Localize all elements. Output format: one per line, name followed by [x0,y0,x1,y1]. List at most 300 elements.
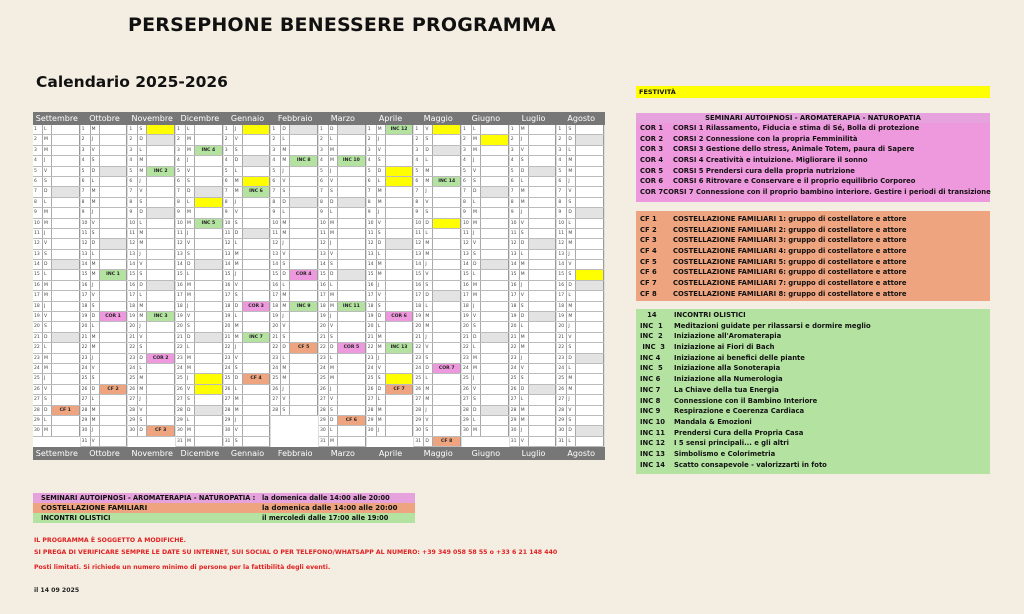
day-number: 30 [367,426,377,435]
weekday-letter: J [377,281,386,290]
day-event [386,146,414,155]
weekday-letter: V [43,385,52,394]
weekday-letter: L [234,239,243,248]
day-number: 11 [510,229,520,238]
day-event [243,343,271,352]
weekday-letter: J [424,260,433,269]
day-row [128,291,175,301]
day-number: 7 [128,187,138,196]
day-number: 6 [81,177,91,186]
day-number: 2 [367,135,377,144]
day-event [52,239,80,248]
weekday-letter: M [234,395,243,404]
legend-desc: COSTELLAZIONE FAMILIARI 6: gruppo di costellatore e attore [673,268,907,277]
day-number: 8 [33,198,43,207]
day-row [271,229,318,239]
weekday-letter: S [186,177,195,186]
day-event [576,437,604,446]
day-row [557,291,604,301]
day-event [481,416,509,425]
legend-code: CF 5 [640,257,657,266]
day-event [147,291,175,300]
day-event [100,239,128,248]
day-event [576,374,604,383]
weekday-letter: M [186,281,195,290]
weekday-letter: M [424,250,433,259]
day-row [462,374,509,384]
weekday-letter: L [424,229,433,238]
day-event [481,229,509,238]
legend-item [636,353,990,364]
day-event [433,198,461,207]
day-row [81,416,128,426]
weekday-letter: M [567,239,576,248]
day-event [290,374,318,383]
day-event [481,395,509,404]
legend-code: INC 7 [640,385,661,394]
day-number: 24 [557,364,567,373]
day-row [319,395,366,405]
day-number: 31 [414,437,424,446]
weekday-letter: D [329,343,338,352]
day-number: 27 [414,395,424,404]
weekday-letter: L [91,322,100,331]
day-event [52,354,80,363]
day-number: 27 [81,395,91,404]
day-row [81,208,128,218]
day-row [462,146,509,156]
event-cor: COR 5 [338,343,366,352]
day-row [510,177,557,187]
day-number: 3 [176,146,186,155]
legend-code: COR 7 [640,188,664,197]
day-row [176,135,223,145]
event-inc: INC 13 [386,343,414,352]
day-number: 30 [414,426,424,435]
day-row [128,281,175,291]
day-row [414,406,461,416]
day-event [52,146,80,155]
day-number: 20 [367,322,377,331]
day-number: 9 [81,208,91,217]
day-number: 21 [414,333,424,342]
day-row [557,239,604,249]
day-event [433,395,461,404]
weekday-letter: S [520,229,529,238]
day-row [414,125,461,135]
day-row [271,333,318,343]
day-number: 17 [367,291,377,300]
day-row [557,437,604,447]
weekday-letter: D [329,198,338,207]
blank [42,437,50,447]
weekday-letter: M [377,270,386,279]
day-number: 14 [414,260,424,269]
day-number: 7 [33,187,43,196]
day-row [33,343,80,353]
day-event [100,219,128,228]
day-event [529,343,557,352]
day-event [52,343,80,352]
legend-item [636,278,990,289]
weekday-letter: J [186,229,195,238]
day-number: 8 [271,198,281,207]
day-number: 13 [319,250,329,259]
day-number: 30 [176,426,186,435]
day-row [271,146,318,156]
day-event [147,374,175,383]
day-row [128,260,175,270]
day-number: 27 [462,395,472,404]
day-number: 7 [367,187,377,196]
day-row [510,270,557,280]
weekday-letter: M [377,260,386,269]
weekday-letter: J [520,354,529,363]
day-row [557,426,604,436]
weekday-letter: J [567,322,576,331]
day-number: 23 [557,354,567,363]
weekday-letter: V [377,146,386,155]
weekday-letter: M [186,219,195,228]
day-row [33,312,80,322]
weekday-letter: M [234,406,243,415]
month-column [319,125,367,447]
day-row [271,354,318,364]
event-cor: COR 2 [147,354,175,363]
day-number: 23 [33,354,43,363]
day-event [481,198,509,207]
day-event [290,291,318,300]
weekday-letter: J [234,198,243,207]
day-number: 4 [319,156,329,165]
day-number: 16 [319,281,329,290]
day-event [481,302,509,311]
note-posti: Posti limitati. Si richiede un numero minimo di persone per la fattibilità degli eventi. [34,564,331,571]
day-number: 10 [128,219,138,228]
day-row [414,239,461,249]
day-row [414,135,461,145]
weekday-letter: L [91,250,100,259]
legend-incontri [636,309,990,474]
day-row [224,135,271,145]
day-event [338,364,366,373]
day-number: 22 [176,343,186,352]
day-row [462,270,509,280]
weekday-letter: V [329,177,338,186]
day-number: 29 [462,416,472,425]
legend-item [636,166,990,177]
schedule-label: INCONTRI OLISTICI [41,514,111,522]
day-number: 5 [128,167,138,176]
day-event [576,416,604,425]
day-number: 14 [271,260,281,269]
day-event [195,167,223,176]
day-event [338,395,366,404]
day-number: 1 [271,125,281,134]
legend-item [636,214,990,225]
day-row [81,198,128,208]
day-row [557,354,604,364]
weekday-letter: J [424,333,433,342]
weekday-letter: M [472,135,481,144]
day-row [510,354,557,364]
day-event [243,167,271,176]
day-number: 21 [462,333,472,342]
weekday-letter: D [138,281,147,290]
weekday-letter: M [472,281,481,290]
legend-desc: INCONTRI OLISTICI [674,311,746,319]
day-row [367,125,414,135]
day-number: 15 [33,270,43,279]
weekday-letter: M [424,167,433,176]
day-number: 8 [414,198,424,207]
day-number: 23 [462,354,472,363]
weekday-letter: L [281,135,290,144]
day-row [176,333,223,343]
weekday-letter: S [567,125,576,134]
weekday-letter: S [138,125,147,134]
day-row [128,385,175,395]
legend-desc: Iniziazione all'Aromaterapia [674,332,782,341]
day-event [195,302,223,311]
legend-desc: COSTELLAZIONE FAMILIARI 4: gruppo di costellatore e attore [673,247,907,256]
legend-item [636,289,990,300]
day-row [510,281,557,291]
weekday-letter: L [520,250,529,259]
weekday-letter: J [377,354,386,363]
day-event [481,322,509,331]
day-number: 16 [224,281,234,290]
day-number: 26 [462,385,472,394]
weekday-letter: S [377,302,386,311]
weekday-letter: V [424,198,433,207]
weekday-letter: M [472,146,481,155]
blank [280,437,288,447]
event-inc: INC 10 [338,156,366,165]
day-event [386,302,414,311]
day-row [557,281,604,291]
day-number: 21 [176,333,186,342]
blank [384,437,414,447]
legend-desc: Iniziazione alla Sonoterapia [674,364,781,373]
weekday-letter: J [472,229,481,238]
day-number: 5 [510,167,520,176]
day-number: 19 [176,312,186,321]
day-row [128,156,175,166]
day-number: 22 [414,343,424,352]
day-number: 15 [557,270,567,279]
legend-desc: COSTELLAZIONE FAMILIARI 1: gruppo di costellatore e attore [673,215,907,223]
day-number: 28 [128,406,138,415]
day-number: 30 [557,426,567,435]
day-event [243,250,271,259]
day-row [367,281,414,291]
day-number: 21 [319,333,329,342]
day-row [414,270,461,280]
weekday-letter: D [281,343,290,352]
day-number: 18 [367,302,377,311]
weekday-letter: J [567,395,576,404]
day-number: 26 [367,385,377,394]
event-inc: INC 14 [433,177,461,186]
schedule-label: SEMINARI AUTOIPNOSI - AROMATERAPIA - NATUROPATIA : [41,494,256,502]
day-row [224,364,271,374]
day-number: 14 [33,260,43,269]
day-row [414,219,461,229]
day-event [386,229,414,238]
day-row [367,426,414,436]
weekday-letter: M [138,374,147,383]
day-row [414,354,461,364]
day-row [224,291,271,301]
day-event [195,343,223,352]
day-number: 7 [271,187,281,196]
day-row [176,260,223,270]
weekday-letter: M [520,187,529,196]
notes [34,535,557,559]
day-event [100,198,128,207]
weekday-letter: M [186,135,195,144]
day-row [176,416,223,426]
day-row [33,125,80,135]
day-row [176,374,223,384]
day-number: 25 [176,374,186,383]
day-event [243,208,271,217]
blank [50,437,80,447]
calendar-title: Calendario 2025-2026 [36,73,228,91]
legend-item [636,155,990,166]
weekday-letter: S [234,146,243,155]
weekday-letter: S [567,198,576,207]
day-number: 21 [271,333,281,342]
holiday-cell [481,135,509,144]
day-row [271,364,318,374]
day-event [195,333,223,342]
day-event [290,385,318,394]
weekday-letter: M [472,364,481,373]
day-event [290,281,318,290]
month-label: Maggio [423,114,453,123]
day-event [290,146,318,155]
day-event [100,374,128,383]
day-row [33,406,80,416]
day-event [147,333,175,342]
day-row [224,167,271,177]
weekday-letter: J [520,426,529,435]
weekday-letter: M [329,229,338,238]
day-event [529,312,557,321]
day-event [243,385,271,394]
day-event [52,156,80,165]
weekday-letter: V [234,426,243,435]
empty-day [271,437,318,447]
day-event [529,187,557,196]
day-number: 5 [271,167,281,176]
day-row [367,219,414,229]
day-number: 27 [319,395,329,404]
schedule-row-seminari [33,493,415,503]
day-row [510,208,557,218]
day-event [100,426,128,435]
weekday-letter: L [186,270,195,279]
weekday-letter: D [91,239,100,248]
month-label: Luglio [521,449,546,459]
weekday-letter: S [520,374,529,383]
day-row [557,270,604,280]
day-event [433,333,461,342]
day-number: 6 [271,177,281,186]
weekday-letter: V [138,187,147,196]
day-row [414,322,461,332]
day-row [176,281,223,291]
day-event [195,364,223,373]
day-number: 9 [128,208,138,217]
day-row [367,270,414,280]
day-number: 6 [128,177,138,186]
day-row [271,260,318,270]
day-number: 27 [510,395,520,404]
day-event [576,302,604,311]
day-event [147,322,175,331]
calendar-grid [33,125,605,447]
weekday-letter: J [91,426,100,435]
weekday-letter: D [377,239,386,248]
day-number: 16 [176,281,186,290]
day-row [462,208,509,218]
day-row [81,187,128,197]
weekday-letter: V [43,312,52,321]
day-event [52,198,80,207]
weekday-letter: M [377,406,386,415]
day-row [271,406,318,416]
day-number: 8 [557,198,567,207]
day-event [386,281,414,290]
day-row [128,250,175,260]
day-number: 26 [81,385,91,394]
day-event [243,354,271,363]
legend-code: COR 6 [640,177,664,186]
event-inc: INC 9 [290,302,318,311]
day-row [33,198,80,208]
day-number: 26 [128,385,138,394]
day-event [338,208,366,217]
day-number: 15 [367,270,377,279]
weekday-letter: V [43,239,52,248]
day-row [367,406,414,416]
day-number: 12 [367,239,377,248]
day-number: 20 [557,322,567,331]
day-event [576,208,604,217]
month-label: Maggio [423,449,453,459]
day-row [510,322,557,332]
day-number: 14 [81,260,91,269]
weekday-letter: S [281,187,290,196]
weekday-letter: D [234,156,243,165]
day-event [52,426,80,435]
day-number: 5 [224,167,234,176]
month-label: Dicembre [180,449,220,459]
weekday-letter: S [281,406,290,415]
event-cor: COR 1 [100,312,128,321]
day-event [386,354,414,363]
day-number: 13 [224,250,234,259]
weekday-letter: D [472,260,481,269]
day-event [481,250,509,259]
weekday-letter: S [186,395,195,404]
weekday-letter: L [377,177,386,186]
weekday-letter: V [281,177,290,186]
weekday-letter: M [138,302,147,311]
